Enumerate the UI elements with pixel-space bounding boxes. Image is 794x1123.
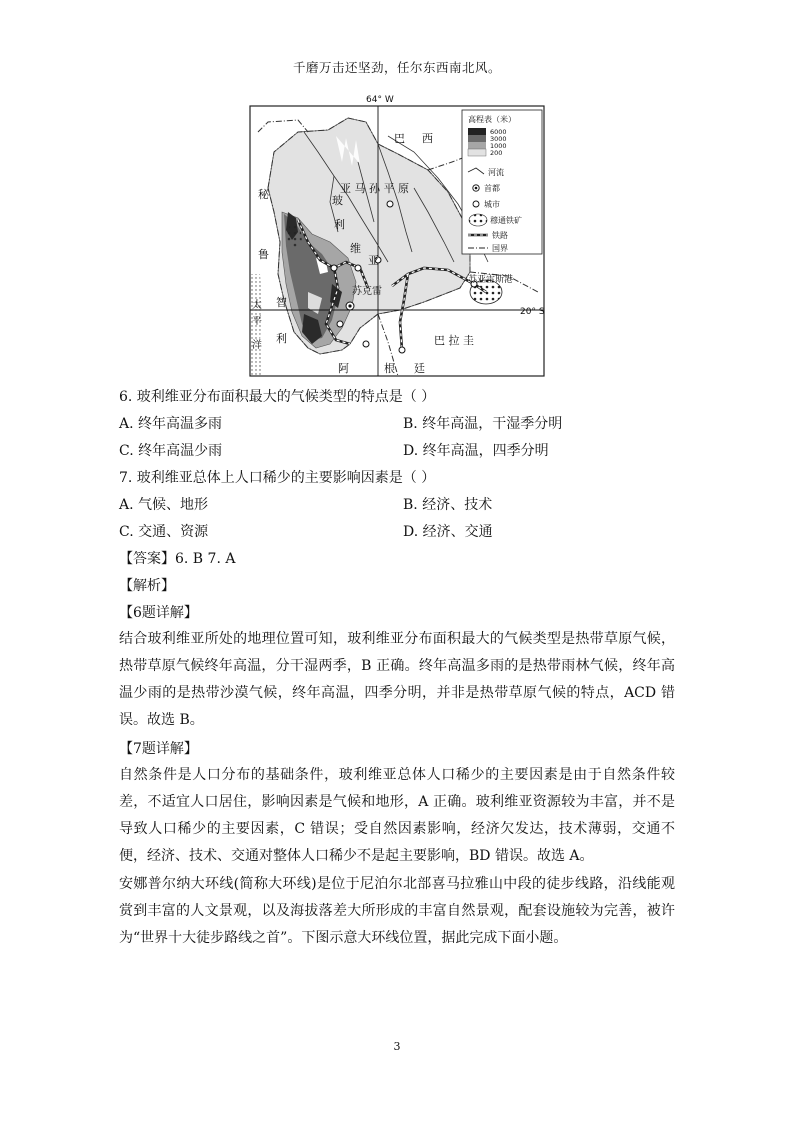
- page-header-motto: 千磨万击还坚劲，任尔东西南北风。: [292, 60, 501, 75]
- label-argentina: 廷: [414, 362, 425, 375]
- label-pacific: 洋: [252, 340, 262, 351]
- longitude-label: 64° W: [366, 95, 394, 105]
- question-6-stem: 6. 玻利维亚分布面积最大的气候类型的特点是（ ）: [119, 389, 436, 405]
- answer-line: 【答案】6. B 7. A: [119, 551, 236, 567]
- svg-text:6000: 6000: [490, 128, 507, 136]
- q6-detail-text: 结合玻利维亚所处的地理位置可知，玻利维亚分布面积最大的气候类型是热带草原气候，热带草原气候终年高温，分干湿两季，B 正确。终年高温多雨的是热带雨林气候，终年高温少雨的是热带沙漠气候，终年高温，四季分明，并非是热带草原气候的特点，ACD 错误。故选 B。: [119, 631, 675, 728]
- label-paraguay: 巴 拉 圭: [434, 334, 474, 347]
- label-peru: 鲁: [258, 248, 269, 261]
- legend-capital: 首都: [484, 184, 500, 193]
- q7-detail-text: 自然条件是人口分布的基础条件，玻利维亚总体人口稀少的主要因素是由于自然条件较差，不适宜人口居住，影响因素是气候和地形，A 正确。玻利维亚资源较为丰富，并不是导致人口稀少的主要因素，C 错误；受自然因素影响，经济欠发达，技术薄弱，交通不便，经济、技术、交通对整体人口稀少不是起主要影响，BD 错误。故选 A。: [119, 767, 675, 864]
- label-brazil: 巴: [394, 132, 405, 145]
- legend-river: 河流: [488, 168, 504, 177]
- q6-detail-heading: 【6题详解】: [119, 605, 198, 621]
- page-number: 3: [393, 1040, 401, 1053]
- svg-text:200: 200: [490, 149, 503, 157]
- label-brazil: 西: [422, 132, 433, 145]
- label-amazon-plain: 亚 马 孙 平 原: [340, 182, 409, 195]
- legend-railway: 铁路: [492, 231, 508, 240]
- question-6-option-c: C. 终年高温少雨: [119, 443, 223, 459]
- question-7-stem: 7. 玻利维亚总体上人口稀少的主要影响因素是（ ）: [119, 470, 436, 486]
- label-chile: 利: [276, 332, 287, 345]
- label-bolivia: 利: [334, 218, 345, 231]
- svg-text:1000: 1000: [490, 142, 507, 150]
- label-bolivia: 玻: [332, 194, 343, 207]
- question-6-option-d: D. 终年高温，四季分明: [403, 443, 549, 459]
- legend-city: 城市: [484, 200, 500, 209]
- analysis-heading: 【解析】: [119, 578, 175, 594]
- label-bolivia: 亚: [368, 254, 379, 267]
- legend-title: 高程表（米）: [468, 115, 516, 124]
- label-chile: 智: [276, 296, 287, 309]
- question-6-option-a: A. 终年高温多雨: [119, 416, 223, 432]
- label-sucre: 苏克雷: [352, 286, 382, 297]
- label-puerto-suarez: 苏亚雷斯港: [468, 275, 514, 285]
- label-pacific: 平: [252, 316, 262, 327]
- svg-text:3000: 3000: [490, 135, 507, 143]
- bolivia-elevation-map: [238, 92, 558, 382]
- question-7-option-b: B. 经济、技术: [403, 497, 493, 513]
- label-peru: 秘: [258, 188, 269, 201]
- label-argentina: 根: [384, 362, 395, 375]
- label-argentina: 阿: [338, 362, 349, 375]
- q7-detail-heading: 【7题详解】: [119, 741, 198, 757]
- question-7-option-a: A. 气候、地形: [119, 497, 209, 513]
- question-7-option-c: C. 交通、资源: [119, 524, 209, 540]
- label-pacific: 太: [252, 300, 262, 311]
- label-bolivia: 维: [350, 242, 361, 255]
- question-6-option-b: B. 终年高温，干湿季分明: [403, 416, 563, 432]
- legend-iron-mine: 穆通铁矿: [490, 216, 522, 225]
- latitude-label: 20° S: [520, 307, 545, 317]
- legend-border: 国界: [492, 244, 508, 253]
- map-legend: [462, 110, 542, 254]
- question-7-option-d: D. 经济、交通: [403, 524, 493, 540]
- next-question-intro: 安娜普尔纳大环线(简称大环线)是位于尼泊尔北部喜马拉雅山中段的徒步线路，沿线能观赏到丰富的人文景观，以及海拔落差大所形成的丰富自然景观，配套设施较为完善，被许为“世界十大徒步路线之首”。下图示意大环线位置，据此完成下面小题。: [119, 876, 675, 946]
